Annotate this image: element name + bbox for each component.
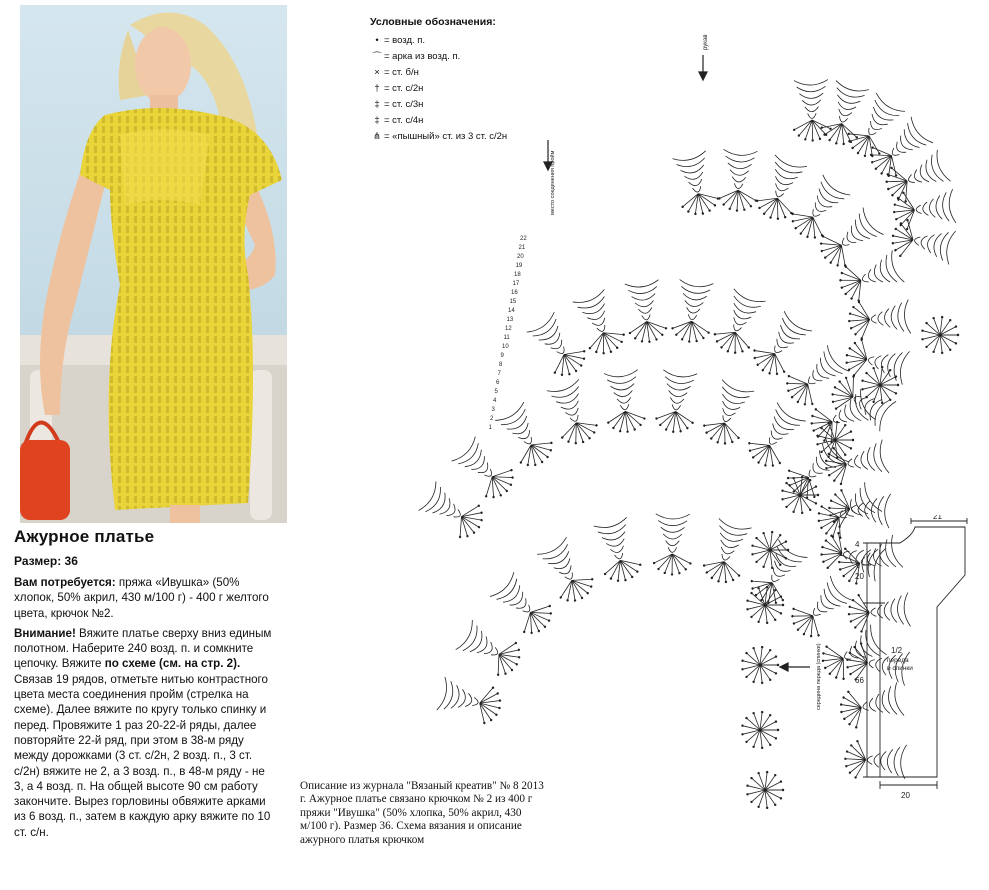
row-number: 2 (490, 416, 494, 422)
row-numbers (489, 236, 528, 431)
row-number: 17 (512, 281, 520, 287)
instructions-paragraph (14, 626, 276, 840)
row-number: 11 (503, 335, 510, 341)
row-number: 20 (517, 254, 524, 260)
attention-bold: по схеме (см. на стр. 2). (104, 657, 241, 671)
legend-item: ‡ = ст. с/3н (370, 96, 550, 112)
legend-item: × = ст. б/н (370, 64, 550, 80)
row-number: 18 (514, 272, 521, 278)
width-bottom: 20 (901, 791, 910, 800)
dot-icon: • (375, 34, 379, 46)
row-number: 14 (508, 308, 515, 314)
label-line-1: переда (887, 657, 909, 664)
legend (370, 16, 550, 144)
attention-lead: Внимание! (14, 626, 76, 640)
shoulder-height: 4 (855, 540, 860, 549)
attention-text-1: Вяжите платье сверху вниз единым полотном. Наберите 240 возд. п. и сомкните цепочку. Вяжите (14, 626, 272, 671)
cross-icon: × (374, 66, 380, 78)
materials-paragraph (14, 575, 276, 621)
row-number: 13 (506, 317, 514, 323)
magazine-description: Описание из журнала "Вязаный креатив" № 8 2013 г. Ажурное платье связано крючком № 2 из 400 г пряжи "Ивушка" (50% хлопка, 50% акрил, 430 м/100 г). Размер 36. Схема вязания и описание ажурного платья крючком (300, 780, 544, 846)
width-top: 21 (933, 515, 942, 521)
row-number: 8 (499, 362, 503, 368)
legend-item: † = ст. с/2н (370, 80, 550, 96)
row-number: 10 (502, 344, 509, 350)
size-label: Размер: 36 (14, 554, 78, 568)
label-fraction: 1/2 (891, 646, 903, 655)
puff-icon: ⋔ (373, 130, 381, 142)
arc-icon: ⌒ (372, 52, 382, 63)
armhole-height: 20 (855, 572, 864, 581)
chart-arrows (544, 55, 810, 671)
materials-lead: Вам потребуется: (14, 576, 116, 589)
legend-item: ⋔ = «пышный» ст. из 3 ст. с/2н (370, 128, 550, 144)
article-title: Ажурное платье (14, 527, 155, 546)
dress-photo (20, 5, 287, 523)
legend-title: Условные обозначения: (370, 16, 496, 28)
row-number: 12 (505, 326, 512, 332)
article (14, 527, 276, 845)
legend-item: ‡ = ст. с/4н (370, 112, 550, 128)
materials-text: пряжа «Ивушка» (50% хлопок, 50% акрил, 430 м/100 г) - 400 г желтого цвета, крючок №2. (14, 576, 269, 620)
row-number: 16 (511, 290, 518, 296)
row-number: 9 (500, 353, 504, 359)
pattern-schematic (845, 515, 980, 805)
row-number: 15 (509, 299, 517, 305)
stitch-2-icon: ‡ (374, 98, 380, 110)
row-number: 22 (520, 236, 527, 242)
legend-item: • = возд. п. (370, 32, 550, 48)
sleeve-label: рукав (703, 34, 709, 50)
row-number: 7 (497, 371, 501, 377)
stitch-3-icon: ‡ (374, 114, 380, 126)
row-number: 21 (518, 245, 526, 251)
armhole-label: место соединения пройм (550, 150, 556, 215)
center-label: середина переда (спинки) (816, 643, 822, 710)
label-line-2: и спинки (887, 665, 913, 672)
body-height: 66 (855, 676, 864, 685)
row-number: 3 (491, 407, 495, 413)
legend-item: ⌒ = арка из возд. п. (370, 48, 550, 64)
row-number: 4 (493, 398, 497, 404)
row-number: 6 (496, 380, 500, 386)
row-number: 19 (515, 263, 523, 269)
row-number: 1 (488, 425, 492, 431)
attention-text-2: Связав 19 рядов, отметьте нитью контрастного цвета места соединения пройм (стрелка на схеме). Далее вяжите по кругу только спинку и перед. Провяжите 1 раз 20-22-й ряды, далее повторяйте 22-й ряд, при этом в 38-м ряду между дорожками (3 ст. с/2н, 2 возд. п., 3 ст. с/2н) вяжите не 2, а 3 возд. п., в 48-м ряду - не 3, а 4 возд. п. На общей высоте 90 см работу закончите. Вырез горловины обвяжите арками из 6 возд. п., затем в каждую арку вяжите по 10 ст. с/н. (14, 672, 271, 839)
row-number: 5 (494, 389, 498, 395)
stitch-1-icon: † (374, 82, 380, 94)
